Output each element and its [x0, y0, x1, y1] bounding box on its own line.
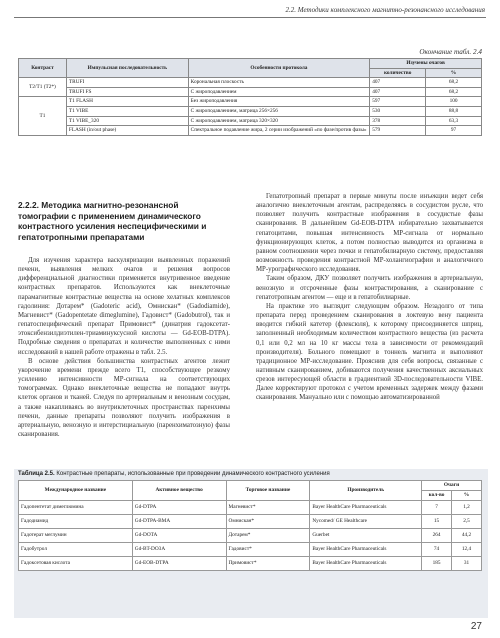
- count-cell: 74: [422, 543, 452, 557]
- sequence-cell: T1 VIBE_320: [66, 116, 188, 126]
- table-2-4: [18, 58, 482, 136]
- table-caption-text: Контрастные препараты, использованные при проведении динамического контрастного усиления: [56, 471, 330, 477]
- count-cell: 185: [422, 557, 452, 571]
- intl-name-cell: Гадодиамид: [19, 515, 133, 529]
- sequence-cell: T1 FLASH: [66, 97, 188, 107]
- header-contrast: Контраст: [19, 59, 67, 78]
- trade-cell: Гадовист*: [226, 543, 310, 557]
- table-row: [19, 515, 482, 529]
- intl-name-cell: Гадотерат меглумин: [19, 529, 133, 543]
- percent-cell: 100: [426, 97, 482, 107]
- page-number: 27: [470, 621, 482, 632]
- percent-cell: 68,2: [426, 78, 482, 88]
- percent-cell: 12,4: [452, 543, 482, 557]
- header-percent: %: [452, 491, 482, 501]
- active-cell: Gd-DTPA-BMA: [132, 515, 226, 529]
- percent-cell: 88,8: [426, 106, 482, 116]
- active-cell: Gd-BT-DO3A: [132, 543, 226, 557]
- count-cell: 579: [370, 126, 426, 136]
- protocol-cell: Спектральное подавление жира, 2 серии изображений «по фазе/против фазы»: [188, 126, 370, 136]
- active-cell: Gd-EOB-DTPA: [132, 557, 226, 571]
- maker-cell: Bayer HealthCare Pharmaceuticals: [310, 501, 422, 515]
- table-row: [19, 116, 482, 126]
- body-paragraph: В основе действия большинства контрастных агентов лежит укорочение времени прежде всего T1, способствующее резкому усилению интенсивности МР-сигнала на соответствующих томограммах. Однако внеклеточные вещества не попадают внутрь клеток органов и тканей. Следуя по артериальным и венозным сосудам, а также накапливаясь во внутриклеточных пространствах паренхимы печени, данные препараты позволяют получить изображения в артериальную, венозную и интерстициальную (паренхиматозную) фазы сканирования.: [18, 357, 230, 438]
- trade-cell: Магневист*: [226, 501, 310, 515]
- intl-name-cell: Гадобутрол: [19, 543, 133, 557]
- left-column: [18, 256, 230, 439]
- header-count: количество: [370, 68, 426, 78]
- table-row: [19, 529, 482, 543]
- table-continuation-label: Окончание табл. 2.4: [419, 48, 482, 56]
- count-cell: 15: [422, 515, 452, 529]
- protocol-cell: С жироподавлением, матрица 256×256: [188, 106, 370, 116]
- count-cell: 7: [422, 501, 452, 515]
- count-cell: 597: [370, 97, 426, 107]
- percent-cell: 44,2: [452, 529, 482, 543]
- sequence-cell: TRUFI FS: [66, 87, 188, 97]
- maker-cell: Nycomed/ GE Healthcare: [310, 515, 422, 529]
- header-studied-foci: Изучены очагов: [370, 59, 482, 69]
- sequence-cell: FLASH (in/out phase): [66, 126, 188, 136]
- body-paragraph: Для изучения характера васкуляризации выявленных поражений печени, выявления мелких очагов и решения вопросов дифференциальной диагностики применяется внутривенное введение контрастных препаратов. Используются как внеклеточные парамагнитные контрастные вещества на основе хелатных комплексов гадолиния: Дотарем* (Gadoteric acid), Омнискан* (Gadodiamide), Магневист* (Gadopentetate dimeglumine), Гадовист* (Gadobutrol), так и гепатоспецифический препарат Примовист* (динатрия гадоксетат-этоксибензилдиэтилен-триаминуксусной кислоты — Gd-EOB-DTPA). Подробные сведения о препаратах и количестве выполненных с ними исследований в нашей работе отражены в табл. 2.5.: [18, 257, 230, 356]
- header-intl-name: Международное название: [19, 481, 133, 501]
- header-protocol: Особенности протокола: [188, 59, 370, 78]
- percent-cell: 1,2: [452, 501, 482, 515]
- section-heading: 2.2.2. Методика магнитно-резонансной томографии с применением динамического контрастного усиления неспецифическими и гепатотропными препаратами: [18, 200, 207, 242]
- trade-cell: Примовист*: [226, 557, 310, 571]
- protocol-cell: С жироподавлением, матрица 320×320: [188, 116, 370, 126]
- maker-cell: Bayer HealthCare Pharmaceuticals: [310, 543, 422, 557]
- running-head: 2.2. Методики комплексного магнитно-резонансного исследования: [285, 6, 485, 14]
- table-row: [19, 557, 482, 571]
- active-cell: Gd-DOTA: [132, 529, 226, 543]
- contrast-cell: T2/T1 (T2*): [19, 78, 67, 97]
- table-row: [19, 106, 482, 116]
- sequence-cell: T1 VIBE: [66, 106, 188, 116]
- table-row: [19, 97, 482, 107]
- protocol-cell: Корональная плоскость: [188, 78, 370, 88]
- table-row: [19, 126, 482, 136]
- count-cell: 407: [370, 87, 426, 97]
- body-paragraph: Гепатотропный препарат в первые минуты после инъекции ведет себя аналогично внеклеточным агентам, распределяясь в сосудистом русле, что позволяет получить контрастные изображения в сосудистые фазы сканирования. В дальнейшем Gd-EOB-DTPA избирательно захватывается гепатоцитами, повышая интенсивность МР-сигнала от нормально функционирующих клеток, а потом полностью выводится из организма в равном соотношении через почки и гепатобилиарную систему, предоставляя возможность проведения контрастной МР-холангиографии и аналогичного МР-урографического исследования.: [256, 193, 483, 274]
- active-cell: Gd-DTPA: [132, 501, 226, 515]
- intl-name-cell: Гадопентетат димеглюмина: [19, 501, 133, 515]
- header-active-substance: Активное вещество: [132, 481, 226, 501]
- right-column: [256, 192, 483, 403]
- percent-cell: 63,3: [426, 116, 482, 126]
- count-cell: 407: [370, 78, 426, 88]
- count-cell: 264: [422, 529, 452, 543]
- header-divider: [14, 17, 486, 18]
- table-row: [19, 78, 482, 88]
- percent-cell: 97: [426, 126, 482, 136]
- table-row: [19, 87, 482, 97]
- percent-cell: 68,2: [426, 87, 482, 97]
- table-row: [19, 543, 482, 557]
- sequence-cell: TRUFI: [66, 78, 188, 88]
- protocol-cell: С жироподавлением: [188, 87, 370, 97]
- trade-cell: Дотарем*: [226, 529, 310, 543]
- header-count: кол-во: [422, 491, 452, 501]
- table-row: [19, 501, 482, 515]
- contrast-cell: T1: [19, 97, 67, 135]
- header-sequence: Импульсная последовательность: [66, 59, 188, 78]
- protocol-cell: Без жироподавления: [188, 97, 370, 107]
- body-paragraph: Таким образом, ДКУ позволяет получить изображения в артериальную, венозную и отсроченные фазы контрастирования, а сканирование с гепатотропным агентом — еще и в гепатобилиарные.: [256, 275, 483, 301]
- maker-cell: Guerbet: [310, 529, 422, 543]
- table-caption-label: Таблица 2.5.: [18, 471, 55, 477]
- header-trade-name: Торговое название: [226, 481, 310, 501]
- header-manufacturer: Производитель: [310, 481, 422, 501]
- header-percent: %: [426, 68, 482, 78]
- body-paragraph: На практике это выглядит следующим образом. Незадолго от типа препарата перед проведением сканирования в локтевую вену пациента вводится гибкий катетер (флексюля), к которому присоединяется шприц, заполненный необходимым количеством контрастного вещества (из расчета 0,1 или 0,2 мл на 10 кг массы тела в зависимости от рекомендаций производителя). Больного помещают в тоннель магнита и выполняют традиционное МР-исследование. Прояснив для себя вопросы, связанные с нативным сканированием, добиваются получения качественных аксиальных срезов интересующей области в градиентной 3D-последовательности VIBE. Далее корректируют протокол с учетом временных задержек между фазами сканирования. Мануально или с помощью автоматизированной: [256, 302, 483, 402]
- percent-cell: 2,5: [452, 515, 482, 529]
- percent-cell: 31: [452, 557, 482, 571]
- trade-cell: Омнискан*: [226, 515, 310, 529]
- intl-name-cell: Гадоксетовая кислота: [19, 557, 133, 571]
- count-cell: 378: [370, 116, 426, 126]
- maker-cell: Bayer HealthCare Pharmaceuticals: [310, 557, 422, 571]
- header-foci: Очаги: [422, 481, 482, 491]
- table-caption: [18, 471, 330, 477]
- table-2-5: [18, 480, 482, 571]
- count-cell: 530: [370, 106, 426, 116]
